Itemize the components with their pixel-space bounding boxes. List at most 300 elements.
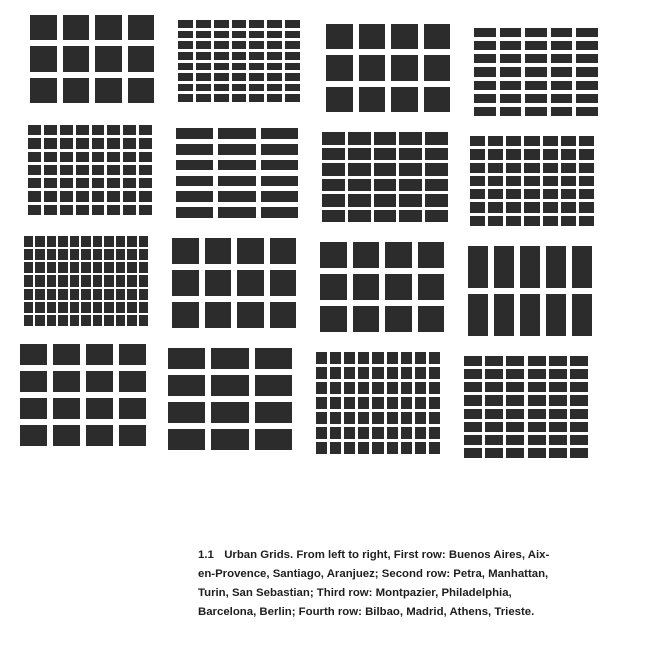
city-block	[20, 371, 47, 392]
city-block	[63, 78, 90, 103]
caption-line-3: Turin, San Sebastian; Third row: Montpazier, Philadelphia,	[198, 587, 512, 599]
city-block	[528, 369, 546, 379]
city-block	[415, 397, 426, 409]
city-block	[53, 425, 80, 446]
city-block	[214, 84, 229, 92]
city-block	[237, 302, 264, 328]
city-block	[76, 165, 89, 175]
city-block	[506, 216, 521, 226]
city-block	[47, 315, 56, 326]
city-block	[168, 348, 205, 369]
city-block	[549, 448, 567, 458]
city-block	[176, 191, 213, 202]
city-block	[385, 274, 412, 300]
city-block	[485, 448, 503, 458]
city-block	[506, 356, 524, 366]
grid-plan-santiago	[326, 24, 450, 112]
city-block	[70, 315, 79, 326]
city-block	[570, 435, 588, 445]
city-block	[316, 397, 327, 409]
city-block	[249, 52, 264, 60]
city-block	[372, 367, 383, 379]
city-block	[425, 132, 448, 145]
city-block	[128, 46, 155, 71]
city-block	[178, 41, 193, 49]
city-block	[470, 202, 485, 212]
city-block	[267, 52, 282, 60]
city-block	[139, 165, 152, 175]
city-block	[176, 144, 213, 155]
city-block	[123, 125, 136, 135]
city-block	[570, 382, 588, 392]
city-block	[267, 63, 282, 71]
city-block	[81, 275, 90, 286]
city-block	[28, 191, 41, 201]
city-block	[123, 152, 136, 162]
city-block	[391, 24, 418, 49]
city-block	[196, 84, 211, 92]
city-block	[330, 427, 341, 439]
city-block	[123, 138, 136, 148]
city-block	[92, 178, 105, 188]
city-block	[429, 367, 440, 379]
city-block	[63, 15, 90, 40]
city-block	[429, 397, 440, 409]
city-block	[528, 409, 546, 419]
city-block	[330, 367, 341, 379]
city-block	[330, 442, 341, 454]
grid-plan-turin	[322, 132, 448, 222]
city-block	[316, 427, 327, 439]
city-block	[28, 205, 41, 215]
city-block	[372, 397, 383, 409]
city-block	[348, 132, 371, 145]
city-block	[528, 356, 546, 366]
city-block	[358, 397, 369, 409]
city-block	[196, 94, 211, 102]
city-block	[506, 382, 524, 392]
city-block	[348, 210, 371, 223]
city-block	[348, 194, 371, 207]
city-block	[358, 427, 369, 439]
city-block	[261, 160, 298, 171]
city-block	[326, 55, 353, 80]
city-block	[326, 87, 353, 112]
city-block	[576, 94, 598, 103]
city-block	[520, 246, 540, 288]
city-block	[267, 31, 282, 39]
city-block	[95, 46, 122, 71]
city-block	[494, 294, 514, 336]
city-block	[24, 289, 33, 300]
city-block	[506, 136, 521, 146]
city-block	[76, 191, 89, 201]
city-block	[232, 52, 247, 60]
city-block	[464, 422, 482, 432]
city-block	[561, 189, 576, 199]
city-block	[218, 176, 255, 187]
city-block	[285, 73, 300, 81]
city-block	[551, 54, 573, 63]
city-block	[58, 236, 67, 247]
city-block	[168, 375, 205, 396]
city-block	[322, 210, 345, 223]
city-block	[344, 367, 355, 379]
city-block	[285, 52, 300, 60]
city-block	[285, 20, 300, 28]
city-block	[176, 207, 213, 218]
city-block	[285, 41, 300, 49]
city-block	[424, 87, 451, 112]
city-block	[116, 275, 125, 286]
city-block	[139, 249, 148, 260]
city-block	[24, 249, 33, 260]
city-block	[316, 352, 327, 364]
city-block	[561, 202, 576, 212]
city-block	[488, 163, 503, 173]
city-block	[524, 202, 539, 212]
city-block	[372, 382, 383, 394]
city-block	[570, 409, 588, 419]
city-block	[81, 315, 90, 326]
city-block	[218, 128, 255, 139]
city-block	[116, 302, 125, 313]
city-block	[506, 435, 524, 445]
city-block	[425, 210, 448, 223]
city-block	[525, 94, 547, 103]
city-block	[24, 315, 33, 326]
city-block	[123, 191, 136, 201]
city-block	[261, 144, 298, 155]
city-block	[70, 302, 79, 313]
city-block	[47, 249, 56, 260]
city-block	[93, 236, 102, 247]
city-block	[322, 163, 345, 176]
city-block	[330, 382, 341, 394]
city-block	[474, 81, 496, 90]
city-block	[139, 262, 148, 273]
city-block	[387, 352, 398, 364]
city-block	[359, 87, 386, 112]
city-block	[176, 160, 213, 171]
city-block	[387, 427, 398, 439]
city-block	[81, 249, 90, 260]
city-block	[270, 238, 297, 264]
city-block	[93, 289, 102, 300]
city-block	[387, 367, 398, 379]
caption-text-1: Urban Grids. From left to right, First row: Buenos Aires, Aix-	[224, 549, 550, 561]
city-block	[196, 41, 211, 49]
city-block	[387, 412, 398, 424]
city-block	[415, 442, 426, 454]
city-block	[28, 138, 41, 148]
city-block	[95, 78, 122, 103]
city-block	[139, 178, 152, 188]
city-block	[470, 216, 485, 226]
city-block	[249, 63, 264, 71]
grid-plan-berlin	[468, 246, 592, 336]
grid-plan-aranjuez	[474, 28, 598, 116]
city-block	[543, 176, 558, 186]
city-block	[474, 54, 496, 63]
city-block	[500, 41, 522, 50]
city-block	[24, 262, 33, 273]
city-block	[104, 262, 113, 273]
city-block	[58, 289, 67, 300]
city-block	[95, 15, 122, 40]
city-block	[70, 236, 79, 247]
city-block	[470, 176, 485, 186]
city-block	[255, 348, 292, 369]
city-block	[92, 205, 105, 215]
city-block	[267, 84, 282, 92]
city-block	[116, 289, 125, 300]
city-block	[119, 425, 146, 446]
city-block	[353, 242, 380, 268]
city-block	[494, 246, 514, 288]
city-block	[579, 202, 594, 212]
city-block	[401, 382, 412, 394]
city-block	[53, 371, 80, 392]
city-block	[178, 31, 193, 39]
city-block	[35, 315, 44, 326]
city-block	[549, 356, 567, 366]
city-block	[358, 442, 369, 454]
city-block	[232, 20, 247, 28]
city-block	[58, 315, 67, 326]
city-block	[551, 41, 573, 50]
city-block	[425, 163, 448, 176]
city-block	[107, 165, 120, 175]
city-block	[178, 20, 193, 28]
city-block	[261, 176, 298, 187]
city-block	[500, 67, 522, 76]
city-block	[139, 315, 148, 326]
city-block	[249, 41, 264, 49]
city-block	[60, 205, 73, 215]
city-block	[237, 270, 264, 296]
grid-plan-trieste	[464, 356, 588, 458]
city-block	[579, 163, 594, 173]
city-block	[470, 149, 485, 159]
city-block	[470, 163, 485, 173]
city-block	[464, 395, 482, 405]
grid-plan-philadelphia	[172, 238, 296, 328]
city-block	[551, 81, 573, 90]
city-block	[418, 274, 445, 300]
city-block	[322, 179, 345, 192]
city-block	[107, 152, 120, 162]
city-block	[196, 73, 211, 81]
city-block	[44, 191, 57, 201]
city-block	[524, 189, 539, 199]
city-block	[24, 236, 33, 247]
city-block	[232, 31, 247, 39]
city-block	[104, 315, 113, 326]
city-block	[35, 275, 44, 286]
city-block	[60, 178, 73, 188]
city-block	[123, 178, 136, 188]
city-block	[107, 125, 120, 135]
grid-plan-athens	[316, 352, 440, 454]
city-block	[401, 367, 412, 379]
city-block	[506, 189, 521, 199]
city-block	[374, 194, 397, 207]
city-block	[92, 138, 105, 148]
city-block	[425, 179, 448, 192]
city-block	[267, 94, 282, 102]
city-block	[58, 275, 67, 286]
city-block	[579, 136, 594, 146]
city-block	[58, 302, 67, 313]
city-block	[214, 94, 229, 102]
city-block	[176, 176, 213, 187]
city-block	[429, 442, 440, 454]
city-block	[255, 429, 292, 450]
city-block	[53, 344, 80, 365]
city-block	[20, 344, 47, 365]
city-block	[372, 442, 383, 454]
city-block	[551, 94, 573, 103]
city-block	[35, 302, 44, 313]
city-block	[196, 52, 211, 60]
city-block	[474, 107, 496, 116]
city-block	[196, 63, 211, 71]
city-block	[104, 249, 113, 260]
grid-plan-buenos-aires	[30, 15, 154, 103]
city-block	[20, 425, 47, 446]
city-block	[358, 367, 369, 379]
city-block	[63, 46, 90, 71]
city-block	[543, 136, 558, 146]
city-block	[261, 191, 298, 202]
figure-number: 1.1	[198, 549, 214, 561]
city-block	[546, 246, 566, 288]
city-block	[429, 427, 440, 439]
city-block	[348, 163, 371, 176]
city-block	[485, 369, 503, 379]
city-block	[60, 125, 73, 135]
city-block	[330, 397, 341, 409]
city-block	[261, 128, 298, 139]
grid-plan-barcelona	[320, 242, 444, 332]
city-block	[139, 205, 152, 215]
city-block	[316, 367, 327, 379]
city-block	[399, 179, 422, 192]
city-block	[344, 412, 355, 424]
city-block	[570, 422, 588, 432]
city-block	[92, 165, 105, 175]
city-block	[561, 136, 576, 146]
city-block	[358, 382, 369, 394]
city-block	[424, 55, 451, 80]
city-block	[70, 262, 79, 273]
city-block	[576, 67, 598, 76]
city-block	[172, 238, 199, 264]
city-block	[261, 207, 298, 218]
city-block	[92, 152, 105, 162]
city-block	[488, 149, 503, 159]
city-block	[524, 149, 539, 159]
city-block	[168, 429, 205, 450]
city-block	[543, 216, 558, 226]
city-block	[520, 294, 540, 336]
caption-line-2: en-Provence, Santiago, Aranjuez; Second row: Petra, Manhattan,	[198, 568, 549, 580]
city-block	[576, 81, 598, 90]
city-block	[399, 210, 422, 223]
city-block	[255, 402, 292, 423]
city-block	[474, 41, 496, 50]
city-block	[579, 189, 594, 199]
city-block	[464, 382, 482, 392]
city-block	[139, 236, 148, 247]
city-block	[249, 84, 264, 92]
figure-caption	[198, 546, 608, 622]
city-block	[28, 152, 41, 162]
city-block	[399, 148, 422, 161]
city-block	[92, 191, 105, 201]
city-block	[322, 148, 345, 161]
city-block	[119, 398, 146, 419]
city-block	[116, 315, 125, 326]
city-block	[232, 94, 247, 102]
city-block	[425, 148, 448, 161]
city-block	[81, 289, 90, 300]
city-block	[93, 249, 102, 260]
city-block	[320, 242, 347, 268]
city-block	[93, 315, 102, 326]
city-block	[28, 165, 41, 175]
city-block	[127, 236, 136, 247]
city-block	[528, 395, 546, 405]
city-block	[76, 152, 89, 162]
city-block	[24, 302, 33, 313]
city-block	[391, 87, 418, 112]
city-block	[576, 54, 598, 63]
city-block	[372, 412, 383, 424]
city-block	[464, 409, 482, 419]
city-block	[316, 442, 327, 454]
city-block	[128, 15, 155, 40]
city-block	[107, 178, 120, 188]
city-block	[561, 216, 576, 226]
city-block	[123, 205, 136, 215]
city-block	[139, 289, 148, 300]
city-block	[214, 52, 229, 60]
grid-plan-madrid	[168, 348, 292, 450]
city-block	[543, 202, 558, 212]
city-block	[116, 262, 125, 273]
city-block	[374, 163, 397, 176]
city-block	[374, 132, 397, 145]
city-block	[387, 397, 398, 409]
city-block	[35, 236, 44, 247]
city-block	[44, 205, 57, 215]
city-block	[506, 149, 521, 159]
city-block	[47, 262, 56, 273]
city-block	[525, 81, 547, 90]
city-block	[485, 409, 503, 419]
city-block	[528, 448, 546, 458]
city-block	[285, 94, 300, 102]
city-block	[506, 395, 524, 405]
city-block	[358, 352, 369, 364]
city-block	[488, 189, 503, 199]
caption-line-4: Barcelona, Berlin; Fourth row: Bilbao, Madrid, Athens, Trieste.	[198, 606, 535, 618]
city-block	[316, 412, 327, 424]
city-block	[86, 398, 113, 419]
city-block	[218, 191, 255, 202]
